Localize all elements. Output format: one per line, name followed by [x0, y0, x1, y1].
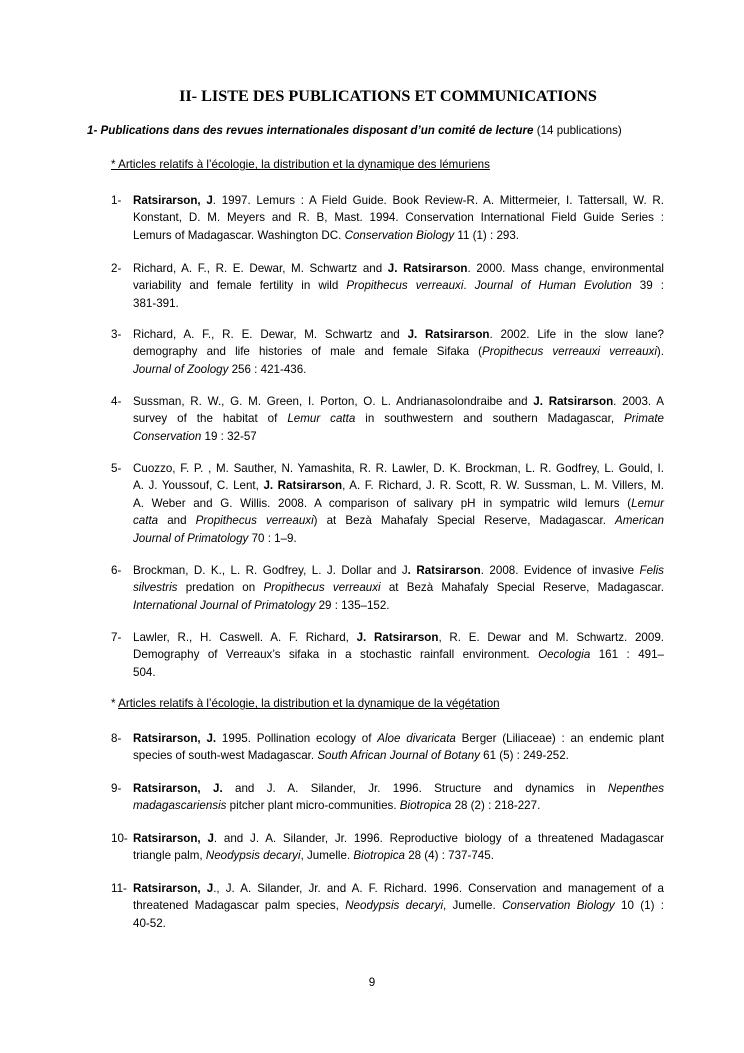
entry-line: [133, 730, 664, 747]
entry-segment: , Jumelle.: [300, 849, 354, 863]
italic-text: silvestris: [133, 581, 178, 595]
entry-line: [133, 227, 664, 244]
entry-segment: . 2002. Life in the slow lane?: [489, 328, 664, 341]
italic-text: Propithecus verreauxi: [346, 279, 464, 293]
entry-text: [133, 326, 664, 378]
publication-entry-8: [111, 730, 664, 765]
italic-text: Biotropica: [353, 849, 405, 863]
italic-text: Oecologia: [538, 648, 591, 662]
entry-segment: and J. A. Silander, Jr. 1996. Structure and dynamics in: [222, 782, 608, 795]
section-heading: [87, 124, 687, 137]
entry-line: [133, 428, 664, 445]
entry-text: [133, 192, 664, 244]
entry-segment: A. J. Youssouf, C. Lent,: [133, 479, 264, 493]
entry-line: [133, 460, 664, 477]
entry-number: 7-: [111, 631, 122, 644]
entry-segment: ).: [656, 345, 664, 359]
italic-text: madagascariensis: [133, 799, 227, 813]
entry-segment: Demography of Verreaux’s sifaka in a stochastic rainfall environment.: [133, 648, 539, 662]
entry-segment: demography and life histories of male and female Sifaka (: [133, 345, 483, 359]
italic-text: American: [615, 514, 664, 528]
entry-text: [133, 393, 664, 445]
entry-segment: variability and female fertility in wild: [133, 279, 347, 293]
italic-text: Journal of Human Evolution: [474, 279, 632, 293]
italic-text: Lemur catta: [287, 412, 356, 426]
entry-text: [133, 780, 664, 815]
publication-entry-9: [111, 780, 664, 815]
entry-segment: . 2008. Evidence of invasive: [480, 564, 640, 577]
entry-line: [133, 361, 664, 378]
italic-text: Felis: [639, 564, 664, 577]
publication-entry-4: [111, 393, 664, 445]
publication-entry-7: [111, 629, 664, 681]
entry-line: [133, 915, 664, 932]
entry-segment: 10 (1) :: [614, 899, 664, 913]
entry-segment: Lawler, R., H. Caswell. A. F. Richard,: [133, 631, 357, 644]
entry-number: 4-: [111, 395, 122, 408]
entry-segment: ., J. A. Silander, Jr. and A. F. Richard. 1996. Conservation and management of a: [213, 882, 664, 895]
entry-segment: . 2003. A: [613, 395, 664, 408]
entry-segment: 28 (2) : 218-227.: [451, 799, 541, 813]
entry-segment: , R. E. Dewar and M. Schwartz. 2009.: [438, 631, 664, 644]
entry-line: [133, 897, 664, 914]
entry-segment: . and J. A. Silander, Jr. 1996. Reproductive biology of a threatened Madagascar: [213, 832, 664, 845]
entry-line: [133, 209, 664, 226]
italic-text: Conservation Biology: [344, 228, 455, 242]
author-name: Ratsirarson, J.: [133, 732, 217, 745]
subheading-vegetation-star: *: [111, 697, 119, 710]
entry-segment: 1995. Pollination ecology of: [216, 732, 378, 745]
entry-segment: 29 : 135–152.: [315, 598, 390, 612]
author-name: J. Ratsirarson: [356, 631, 439, 644]
entry-line: [133, 747, 664, 764]
italic-text: Neodypsis decaryi: [205, 849, 301, 863]
entry-segment: in southwestern and southern Madagascar,: [355, 412, 625, 426]
entry-segment: 504.: [133, 665, 156, 679]
entry-segment: Brockman, D. K., L. R. Godfrey, L. J. Dollar and J: [133, 564, 408, 577]
entry-line: [133, 797, 664, 814]
entry-line: [133, 343, 664, 360]
italic-text: Conservation: [133, 429, 202, 443]
italic-text: Primate: [624, 412, 664, 426]
entry-segment: 28 (4) : 737-745.: [404, 849, 494, 863]
entry-segment: . 2000. Mass change, environmental: [467, 262, 664, 275]
entry-segment: Richard, A. F., R. E. Dewar, M. Schwartz and: [133, 328, 408, 341]
page-title: II- LISTE DES PUBLICATIONS ET COMMUNICATIONS: [179, 87, 597, 105]
entry-number: 5-: [111, 462, 122, 475]
italic-text: Biotropica: [399, 799, 452, 813]
subheading-lemurs-text: * Articles relatifs à l’écologie, la distribution et la dynamique des lémuriens: [111, 158, 490, 171]
entry-number: 9-: [111, 782, 122, 795]
italic-text: catta: [133, 514, 159, 528]
italic-text: Journal of Zoology: [133, 362, 229, 376]
entry-segment: 381-391.: [133, 296, 179, 310]
entry-line: [133, 410, 664, 427]
publication-entry-5: [111, 460, 664, 547]
entry-segment: and: [158, 514, 196, 528]
entry-line: [133, 192, 664, 209]
entry-text: [133, 730, 664, 765]
entry-segment: Richard, A. F., R. E. Dewar, M. Schwartz and: [133, 262, 388, 275]
entry-text: [133, 562, 664, 614]
entry-line: [133, 880, 664, 897]
italic-text: Nepenthes: [607, 782, 664, 795]
entry-line: [133, 629, 664, 646]
entry-number: 8-: [111, 732, 122, 745]
author-name: J. Ratsirarson: [387, 262, 468, 275]
author-name: J. Ratsirarson: [407, 328, 490, 341]
entry-segment: Konstant, D. M. Meyers and R. B, Mast. 1994. Conservation International Field Guide Series :: [133, 211, 664, 225]
entry-number: 2-: [111, 262, 122, 275]
entry-line: [133, 597, 664, 614]
entry-segment: , Jumelle.: [443, 899, 503, 913]
entry-segment: 61 (5) : 249-252.: [479, 749, 569, 763]
publication-entry-1: [111, 192, 664, 244]
subheading-lemurs: [111, 158, 711, 171]
entry-line: [133, 646, 664, 663]
entry-segment: at Bezà Mahafaly Special Reserve, Madagascar.: [380, 581, 664, 595]
entry-line: [133, 295, 664, 312]
publication-entry-10: [111, 830, 664, 865]
italic-text: Journal of Primatology: [133, 531, 249, 545]
entry-segment: , A. F. Richard, J. R. Scott, R. W. Sussman, L. M. Villers, M.: [342, 479, 665, 493]
italic-text: Lemur: [631, 496, 664, 510]
italic-text: South African Journal of Botany: [317, 749, 480, 763]
entry-segment: species of south-west Madagascar.: [133, 749, 318, 763]
author-name: Ratsirarson, J: [133, 882, 214, 895]
page-number: 9: [368, 976, 376, 989]
entry-segment: .: [463, 279, 475, 293]
entry-number: 3-: [111, 328, 122, 341]
entry-segment: 19 : 32-57: [201, 429, 257, 443]
entry-line: [133, 477, 664, 494]
entry-text: [133, 629, 664, 681]
entry-line: [133, 393, 664, 410]
entry-number: 11-: [111, 882, 127, 895]
entry-segment: predation on: [177, 581, 264, 595]
entry-text: [133, 260, 664, 312]
entry-line: [133, 780, 664, 797]
entry-number: 10-: [111, 832, 128, 845]
entry-segment: Sussman, R. W., G. M. Green, I. Porton, O. L. Andrianasolondraibe and: [133, 395, 534, 408]
entry-segment: 256 : 421-436.: [228, 362, 307, 376]
section-count: (14 publications): [536, 124, 622, 137]
entry-text: [133, 460, 664, 547]
publication-entry-6: [111, 562, 664, 614]
entry-segment: pitcher plant micro-communities.: [226, 799, 400, 813]
author-name: Ratsirarson, J: [133, 832, 214, 845]
entry-line: [133, 579, 664, 596]
entry-line: [133, 512, 664, 529]
entry-segment: A. Weber and G. Willis. 2008. A comparison of salivary pH in sympatric wild lemurs (: [133, 496, 632, 510]
entry-line: [133, 830, 664, 847]
entry-line: [133, 664, 664, 681]
publication-entry-3: [111, 326, 664, 378]
entry-segment: Cuozzo, F. P. , M. Sauther, N. Yamashita, R. R. Lawler, D. K. Brockman, L. R. Godfrey, L. Gould, I.: [133, 462, 664, 475]
entry-line: [133, 326, 664, 343]
entry-segment: survey of the habitat of: [133, 412, 288, 426]
author-name: J. Ratsirarson: [533, 395, 614, 408]
italic-text: Propithecus verreauxi: [195, 514, 314, 528]
entry-segment: 161 : 491–: [590, 648, 664, 662]
author-name: J. Ratsirarson: [263, 479, 343, 493]
author-name: . Ratsirarson: [407, 564, 481, 577]
publication-entry-2: [111, 260, 664, 312]
entry-line: [133, 495, 664, 512]
entry-segment: 11 (1) : 293.: [454, 228, 520, 242]
entry-line: [133, 847, 664, 864]
entry-line: [133, 277, 664, 294]
subheading-vegetation-text: Articles relatifs à l’écologie, la distribution et la dynamique de la végétation: [118, 697, 500, 710]
entry-number: 6-: [111, 564, 122, 577]
italic-text: Propithecus verreauxi verreauxi: [482, 345, 657, 359]
entry-text: [133, 880, 664, 932]
entry-number: 1-: [111, 194, 122, 207]
section-title: 1- Publications dans des revues internationales disposant d’un comité de lecture: [87, 124, 534, 137]
entry-segment: 40-52.: [133, 916, 166, 930]
entry-line: [133, 530, 664, 547]
subheading-vegetation: [111, 697, 711, 710]
italic-text: International Journal of Primatology: [133, 598, 316, 612]
entry-segment: Berger (Liliaceae) : an endemic plant: [455, 732, 665, 745]
entry-line: [133, 562, 664, 579]
author-name: Ratsirarson, J.: [133, 782, 223, 795]
author-name: Ratsirarson, J: [133, 194, 213, 207]
entry-segment: triangle palm,: [133, 849, 206, 863]
italic-text: Conservation Biology: [502, 899, 615, 913]
entry-segment: 70 : 1–9.: [248, 531, 297, 545]
entry-segment: . 1997. Lemurs : A Field Guide. Book Review-R. A. Mittermeier, I. Tattersall, W. R.: [212, 194, 664, 207]
entry-line: [133, 260, 664, 277]
entry-segment: threatened Madagascar palm species,: [133, 899, 346, 913]
entry-segment: ) at Bezà Mahafaly Special Reserve, Madagascar.: [313, 514, 616, 528]
entry-segment: 39 :: [631, 279, 664, 293]
entry-segment: Lemurs of Madagascar. Washington DC.: [133, 228, 345, 242]
italic-text: Neodypsis decaryi: [345, 899, 444, 913]
italic-text: Propithecus verreauxi: [263, 581, 381, 595]
entry-text: [133, 830, 664, 865]
publication-entry-11: [111, 880, 664, 932]
italic-text: Aloe divaricata: [377, 732, 456, 745]
